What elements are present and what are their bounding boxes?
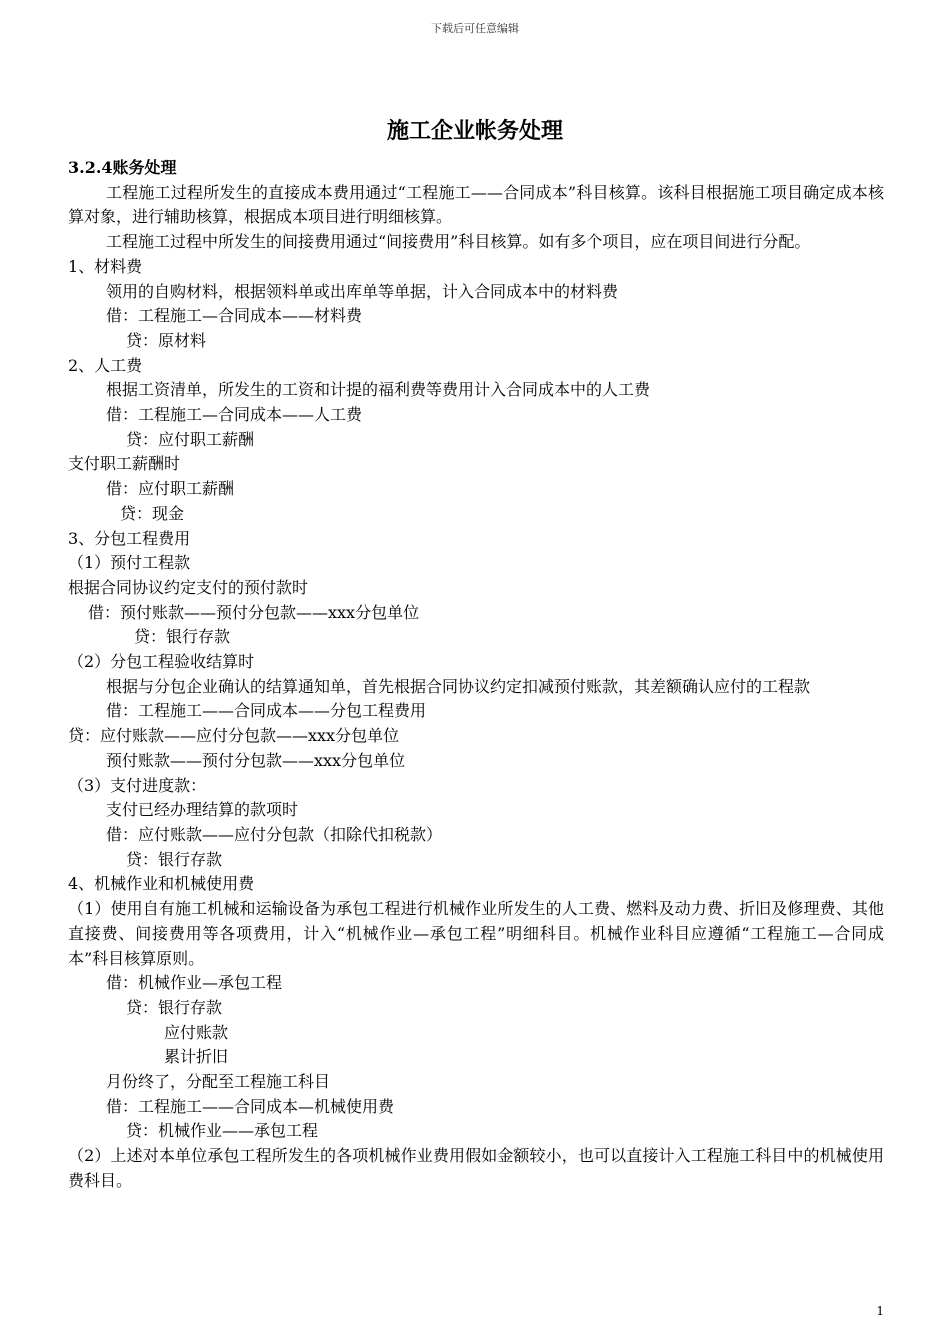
text-line: 借：应付职工薪酬: [106, 479, 235, 499]
text-line: 预付账款——预付分包款——xxx分包单位: [106, 750, 406, 770]
text-line: 领用的自购材料，根据领料单或出库单等单据，计入合同成本中的材料费: [106, 281, 619, 301]
text-line: 贷：银行存款: [126, 849, 223, 869]
text-line: 贷：银行存款: [126, 997, 223, 1017]
text-line: 1、材料费: [68, 256, 143, 276]
text-line: 贷：原材料: [126, 330, 207, 350]
text-line: 累计折旧: [164, 1047, 229, 1067]
text-line: 2、人工费: [68, 355, 143, 375]
text-line: 支付职工薪酬时: [68, 454, 181, 474]
text-line: 借：工程施工——合同成本—机械使用费: [106, 1096, 395, 1116]
header-note: 下载后可任意编辑: [431, 22, 519, 35]
text-line: 4、机械作业和机械使用费: [68, 874, 255, 894]
text-line: 3、分包工程费用: [68, 528, 191, 548]
page-number: 1: [876, 1304, 884, 1318]
text-line: 月份终了，分配至工程施工科目: [106, 1072, 331, 1092]
text-line: 借：工程施工——合同成本——分包工程费用: [106, 701, 427, 721]
text-line: 根据与分包企业确认的结算通知单，首先根据合同协议约定扣减预付账款，其差额确认应付的工程款: [106, 676, 811, 696]
text-line: 工程施工过程所发生的直接成本费用通过“工程施工——合同成本”科目核算。该科目根据施工项目确定成本核算对象，进行辅助核算，根据成本项目进行明细核算。: [68, 182, 884, 227]
text-line: 借：机械作业—承包工程: [106, 973, 283, 993]
text-line: 借：应付账款——应付分包款（扣除代扣税款）: [106, 824, 443, 844]
document-body: [68, 156, 884, 1194]
text-line: 工程施工过程中所发生的间接费用通过“间接费用”科目核算。如有多个项目，应在项目间进行分配。: [106, 232, 811, 252]
text-line: 贷：应付职工薪酬: [126, 429, 255, 449]
text-line: 借：工程施工—合同成本——材料费: [106, 306, 363, 326]
text-line: （1）预付工程款: [68, 553, 191, 573]
text-line: （1）使用自有施工机械和运输设备为承包工程进行机械作业所发生的人工费、燃料及动力费、折旧及修理费、其他直接费、间接费用等各项费用，计入“机械作业—承包工程”明细科目。机械作业科目应遵循“工程施工—合同成本”科目核算原则。: [68, 899, 884, 968]
text-line: 借：工程施工—合同成本——人工费: [106, 405, 363, 425]
text-line: 贷：应付账款——应付分包款——xxx分包单位: [68, 726, 400, 746]
text-line: 贷：银行存款: [134, 627, 231, 647]
text-line: 应付账款: [164, 1022, 229, 1042]
section-heading: 3.2.4账务处理: [68, 158, 177, 177]
text-line: 贷：现金: [120, 503, 185, 523]
text-line: 根据工资清单，所发生的工资和计提的福利费等费用计入合同成本中的人工费: [106, 380, 651, 400]
text-line: 贷：机械作业——承包工程: [126, 1121, 319, 1141]
text-line: 支付已经办理结算的款项时: [106, 800, 299, 820]
text-line: （3）支付进度款：: [68, 775, 207, 795]
document-title: 施工企业帐务处理: [386, 118, 563, 144]
text-line: 借：预付账款——预付分包款——xxx分包单位: [88, 602, 420, 622]
text-line: （2）上述对本单位承包工程所发生的各项机械作业费用假如金额较小，也可以直接计入工程施工科目中的机械使用费科目。: [68, 1146, 884, 1190]
text-line: 根据合同协议约定支付的预付款时: [68, 577, 309, 597]
text-line: （2）分包工程验收结算时: [68, 652, 255, 672]
